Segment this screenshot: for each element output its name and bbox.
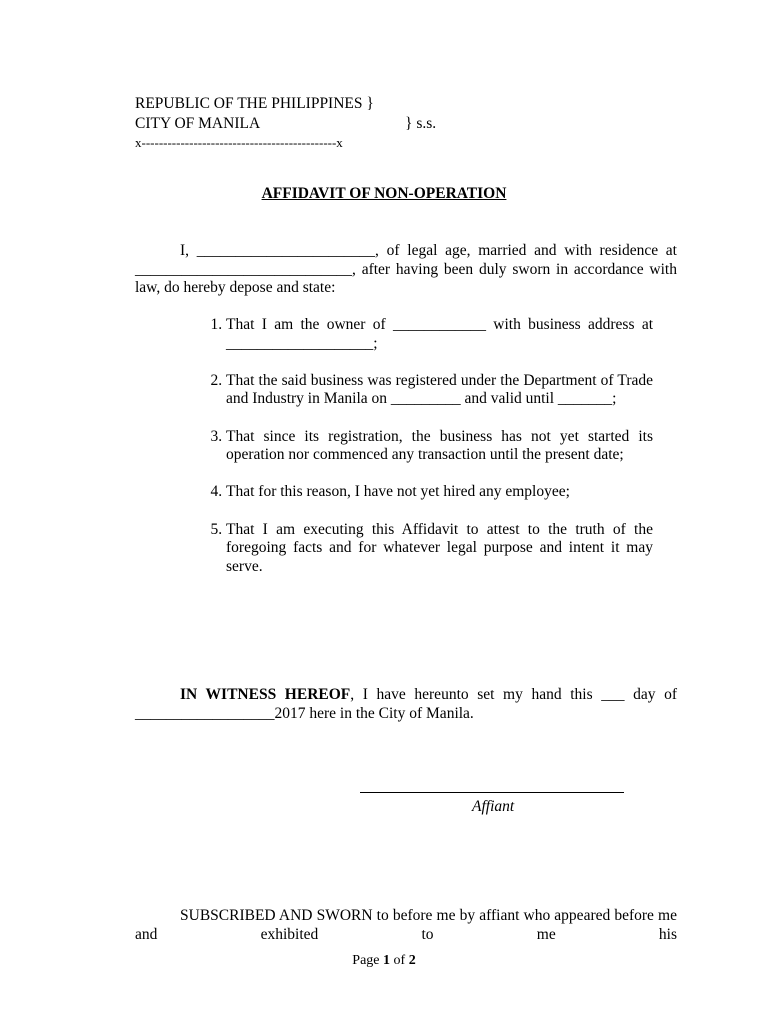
affiant-label: Affiant (472, 798, 515, 815)
statement-item: 5. That I am executing this Affidavit to attest to the truth of the foregoing facts and for whatever legal purpose and intent it may serve. (226, 521, 653, 577)
caption-ss: } s.s. (405, 115, 437, 132)
statement-item: 2. That the said business was registered under the Department of Trade and Industry in Manila on _________ and valid until _______; (226, 372, 653, 409)
page-footer (0, 953, 768, 969)
caption-city: CITY OF MANILA (135, 115, 261, 132)
statement-list (203, 316, 653, 595)
footer-current-page: 1 (383, 953, 391, 968)
intro-paragraph (135, 242, 677, 298)
subscribed-text: SUBSCRIBED AND SWORN to before me by affiant who appeared before me and exhibited to me his (135, 907, 677, 943)
caption-divider: x---------------------------------------------x (135, 135, 343, 150)
caption-republic: REPUBLIC OF THE PHILIPPINES } (135, 95, 374, 112)
footer-middle: of (390, 953, 409, 968)
subscribed-paragraph (135, 907, 677, 944)
document-title: AFFIDAVIT OF NON-OPERATION (261, 185, 507, 202)
statement-item: 4. That for this reason, I have not yet hired any employee; (226, 483, 653, 502)
statement-item: 1. That I am the owner of ____________ with business address at ___________________; (226, 316, 653, 353)
intro-text: I, _______________________, of legal age, married and with residence at ____________________________, after having been duly sworn in accordance with law, do hereby depose and state: (135, 242, 677, 297)
witness-paragraph (135, 686, 677, 723)
signature-line (360, 792, 624, 793)
witness-bold: IN WITNESS HEREOF (180, 686, 351, 703)
footer-prefix: Page (352, 953, 384, 968)
witness-text: , I have hereunto set my hand this ___ day of __________________2017 here in the City of Manila. (135, 686, 677, 722)
footer-total-pages: 2 (408, 953, 416, 968)
statement-item: 3. That since its registration, the business has not yet started its operation nor commenced any transaction until the present date; (226, 428, 653, 465)
